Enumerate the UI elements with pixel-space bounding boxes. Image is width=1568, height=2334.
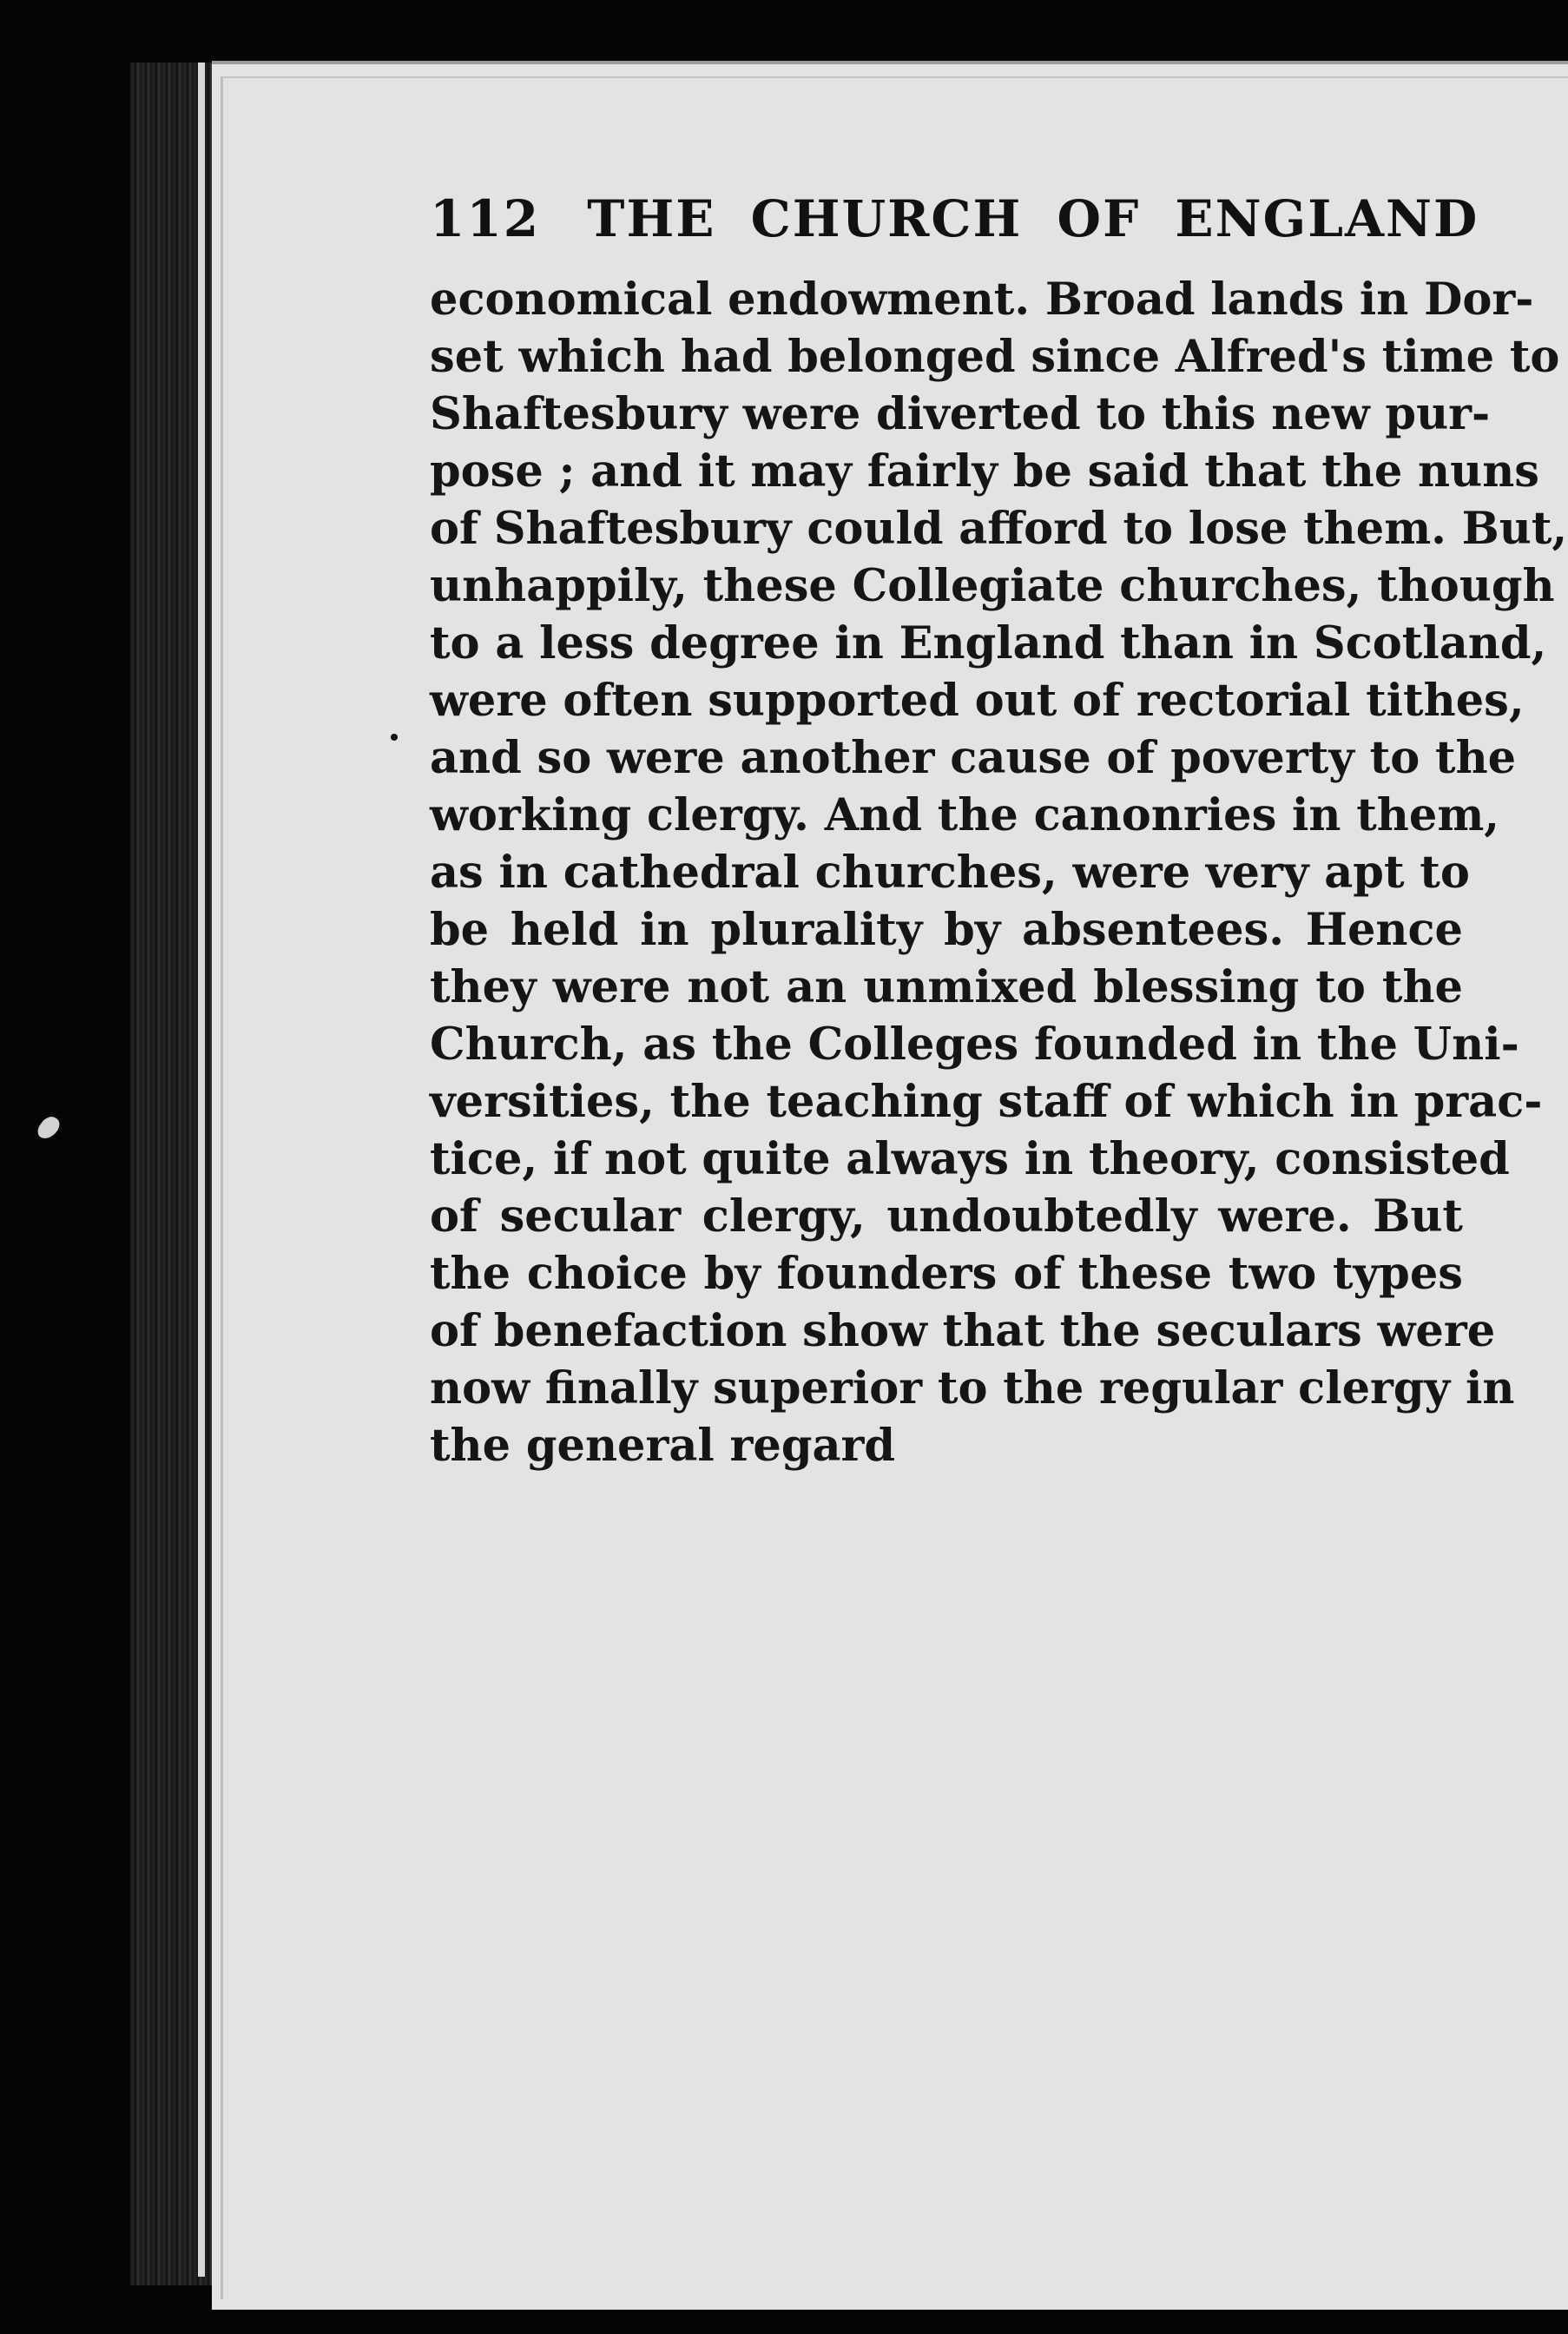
- text-line: now finally superior to the regular clergy in: [430, 1362, 1515, 1414]
- text-line: economical endowment. Broad lands in Dor-: [430, 274, 1534, 326]
- page-number: 112: [430, 189, 541, 248]
- text-line: pose ; and it may fairly be said that the nuns: [430, 445, 1539, 498]
- text-line: were often supported out of rectorial tithes,: [430, 675, 1525, 727]
- text-line: of benefaction show that the seculars were: [430, 1305, 1496, 1357]
- text-line: unhappily, these Collegiate churches, though: [430, 560, 1555, 612]
- text-line: versities, the teaching staff of which in prac-: [430, 1076, 1543, 1128]
- text-line: Shaftesbury were diverted to this new pur-: [430, 388, 1491, 440]
- text-line: to a less degree in England than in Scotland,: [430, 617, 1547, 669]
- text-line: working clergy. And the canonries in them,: [430, 789, 1500, 841]
- text-line: set which had belonged since Alfred's time to: [430, 331, 1560, 383]
- text-line: Church, as the Colleges founded in the Uni-: [430, 1019, 1519, 1071]
- text-line: the general regard: [430, 1420, 896, 1472]
- ink-speck: [391, 734, 398, 741]
- body-text: [430, 271, 1568, 1474]
- text-line: as in cathedral churches, were very apt to: [430, 847, 1470, 899]
- running-title: THE CHURCH OF ENGLAND: [587, 189, 1479, 248]
- text-line: they were not an unmixed blessing to the: [430, 961, 1463, 1013]
- running-header: [430, 189, 1479, 250]
- page-edge-highlight: [198, 63, 205, 2277]
- text-line: of Shaftesbury could afford to lose them. But,: [430, 503, 1568, 555]
- text-line: the choice by founders of these two types: [430, 1248, 1463, 1300]
- text-line: tice, if not quite always in theory, consisted: [430, 1133, 1510, 1185]
- text-line: and so were another cause of poverty to the: [430, 732, 1517, 784]
- text-line: of secular clergy, undoubtedly were. But: [430, 1190, 1463, 1243]
- text-line: be held in plurality by absentees. Hence: [430, 904, 1463, 956]
